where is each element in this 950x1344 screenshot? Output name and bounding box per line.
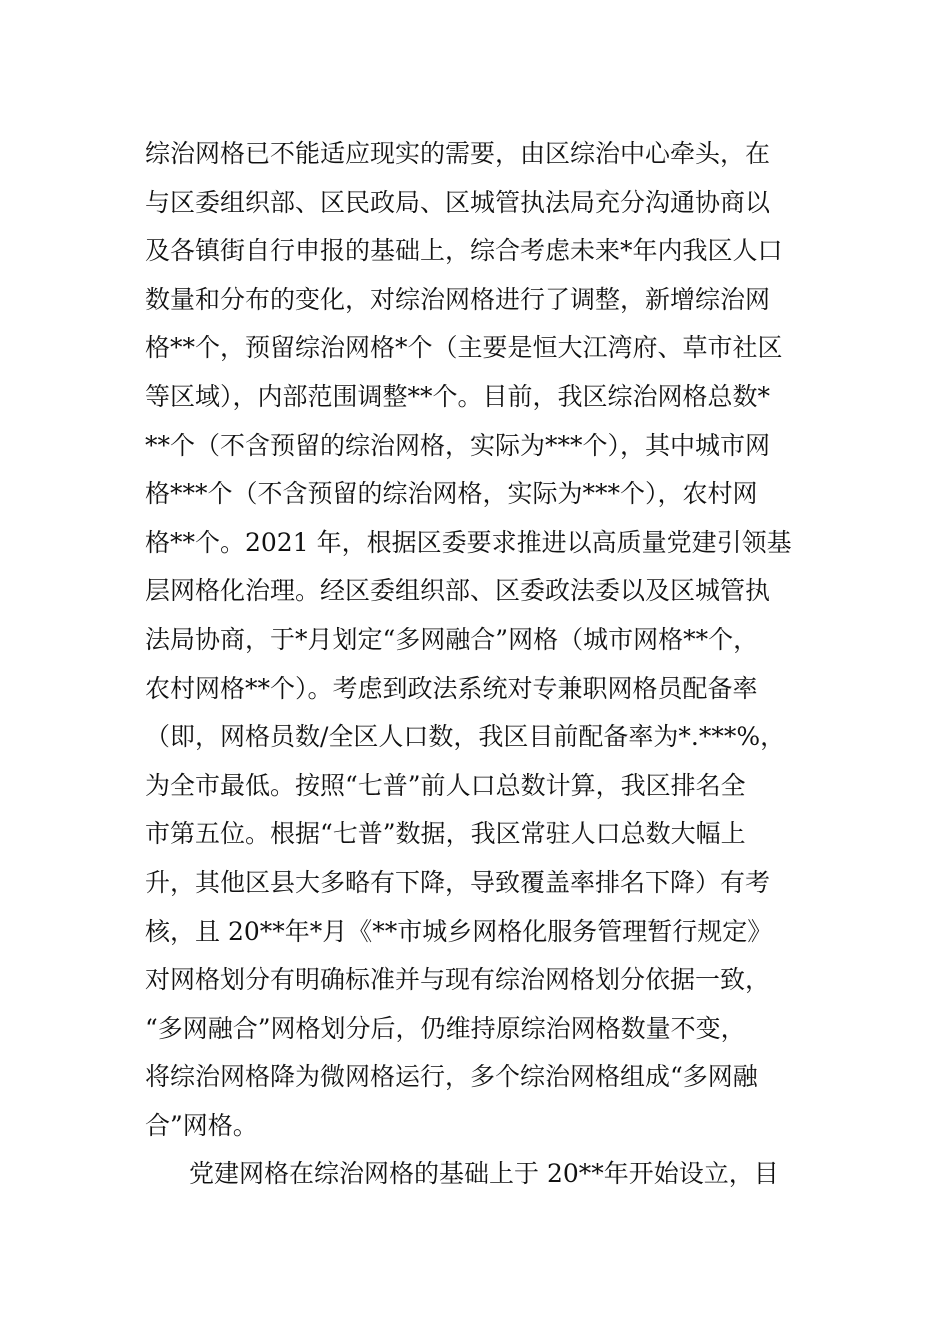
text-line: 及各镇街自行申报的基础上，综合考虑未来*年内我区人口 [145, 236, 783, 266]
text-line: 格***个（不含预留的综治网格，实际为***个），农村网 [145, 479, 758, 509]
text-line: “多网融合”网格划分后，仍维持原综治网格数量不变， [145, 1013, 746, 1043]
paragraph-2 [145, 1150, 810, 1199]
text-line: 对网格划分有明确标准并与现有综治网格划分依据一致， [145, 965, 771, 995]
text-line: 核，且 20**年*月《**市城乡网格化服务管理暂行规定》 [145, 916, 773, 946]
text-line: 综治网格已不能适应现实的需要，由区综治中心牵头，在 [145, 139, 771, 168]
text-line: **个（不含预留的综治网格，实际为***个），其中城市网 [145, 430, 771, 460]
text-line: 为全市最低。按照“七普”前人口总数计算，我区排名全 [145, 770, 746, 800]
text-line: 格**个。2021 年，根据区委要求推进以高质量党建引领基 [145, 527, 792, 557]
text-line: 农村网格**个）。考虑到政法系统对专兼职网格员配备率 [145, 673, 758, 703]
text-line: 等区域），内部范围调整**个。目前，我区综治网格总数* [145, 381, 771, 411]
text-line: 法局协商，于*月划定“多网融合”网格（城市网格**个， [145, 624, 759, 654]
text-line: 数量和分布的变化，对综治网格进行了调整，新增综治网 [145, 284, 771, 314]
text-line: 格**个，预留综治网格*个（主要是恒大江湾府、草市社区 [145, 333, 783, 363]
text-line: 将综治网格降为微网格运行，多个综治网格组成“多网融 [145, 1062, 758, 1092]
document-body [145, 130, 810, 1199]
text-line: 与区委组织部、区民政局、区城管执法局充分沟通协商以 [145, 187, 771, 217]
paragraph-1 [145, 130, 810, 1150]
text-line: 党建网格在综治网格的基础上于 20**年开始设立，目 [189, 1159, 779, 1189]
text-line: 层网格化治理。经区委组织部、区委政法委以及区城管执 [145, 576, 771, 606]
text-line: 市第五位。根据“七普”数据，我区常驻人口总数大幅上 [145, 819, 746, 849]
text-line: 合”网格。 [145, 1110, 258, 1140]
text-line: 升，其他区县大多略有下降，导致覆盖率排名下降）有考 [145, 867, 771, 897]
text-line: （即，网格员数/全区人口数，我区目前配备率为*.***%， [145, 722, 786, 752]
